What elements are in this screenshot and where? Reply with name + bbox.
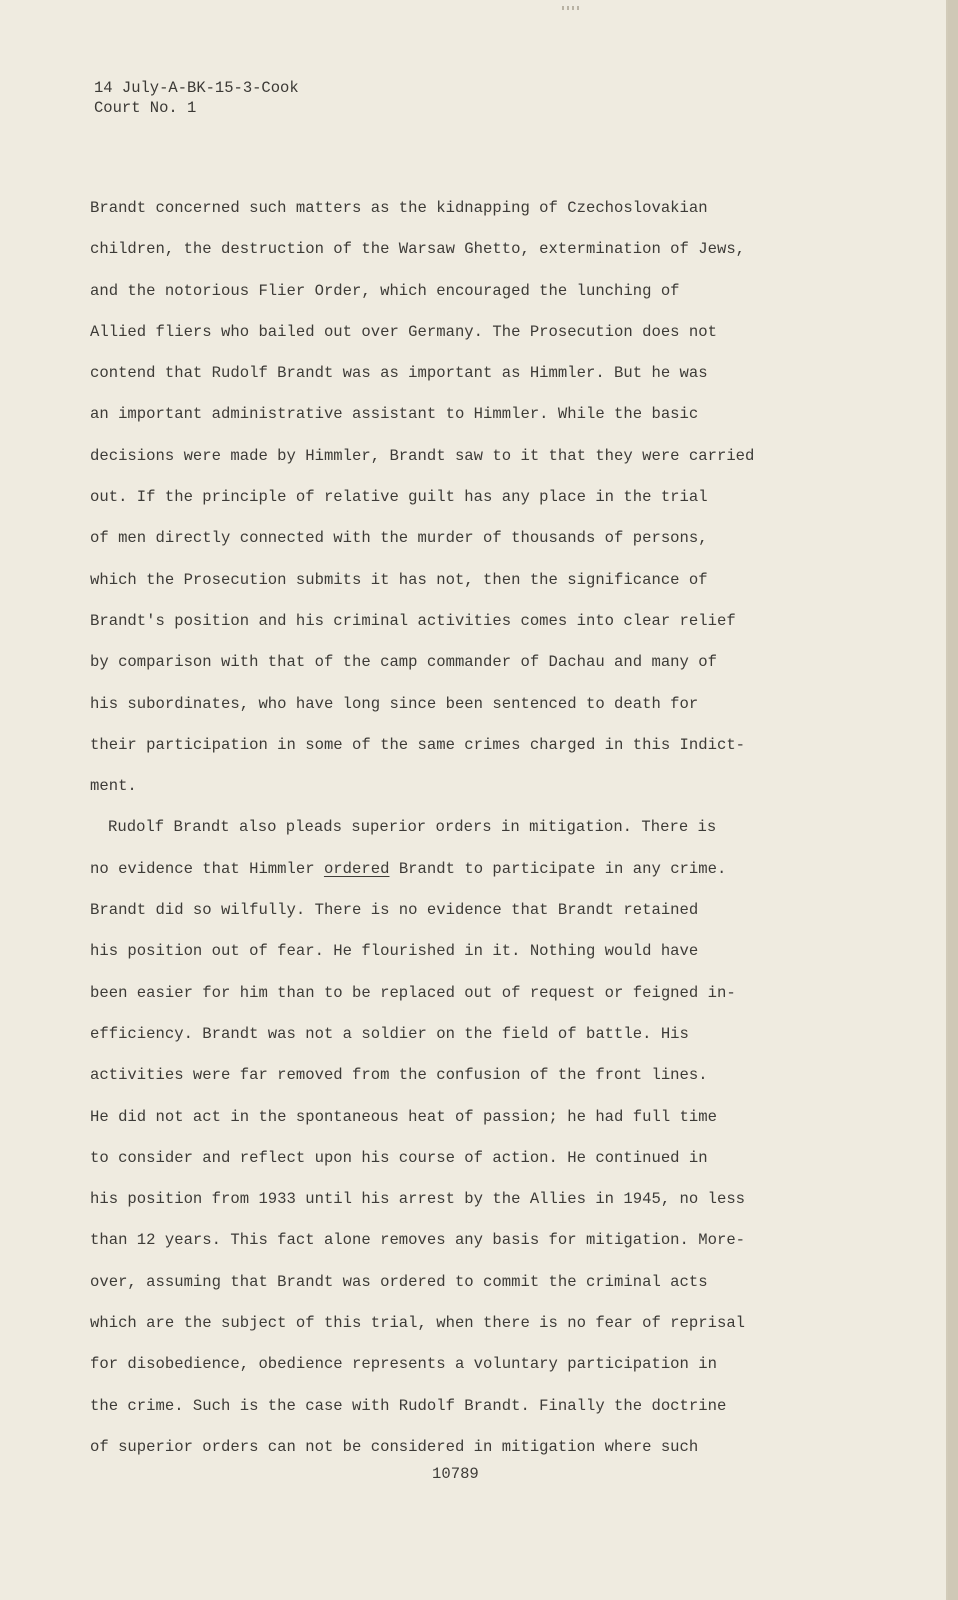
text-line: He did not act in the spontaneous heat of passion; he had full time: [90, 1107, 717, 1126]
text-line: activities were far removed from the confusion of the front lines.: [90, 1066, 708, 1085]
page-edge: [948, 0, 958, 1600]
document-header: [94, 78, 299, 118]
text-line: over, assuming that Brandt was ordered to commit the criminal acts: [90, 1272, 708, 1291]
text-line: than 12 years. This fact alone removes any basis for mitigation. More-: [90, 1231, 746, 1250]
text-line: Rudolf Brandt also pleads superior orders in mitigation. There is: [108, 818, 717, 837]
header-reference: 14 July-A-BK-15-3-Cook: [94, 79, 299, 97]
text-segment: no evidence that Himmler: [90, 859, 324, 878]
text-line: Allied fliers who bailed out over Germany. The Prosecution does not: [90, 322, 717, 341]
text-line: an important administrative assistant to Himmler. While the basic: [90, 405, 699, 424]
text-line: which the Prosecution submits it has not, then the significance of: [90, 570, 708, 589]
text-line: Brandt did so wilfully. There is no evidence that Brandt retained: [90, 901, 699, 920]
text-line: his position from 1933 until his arrest by the Allies in 1945, no less: [90, 1190, 746, 1209]
text-line: ment.: [90, 777, 137, 796]
text-line: of superior orders can not be considered in mitigation where such: [90, 1437, 699, 1456]
text-line: to consider and reflect upon his course of action. He continued in: [90, 1148, 708, 1167]
text-line: the crime. Such is the case with Rudolf Brandt. Finally the doctrine: [90, 1396, 727, 1415]
text-line: Brandt concerned such matters as the kidnapping of Czechoslovakian: [90, 199, 708, 217]
text-line: decisions were made by Himmler, Brandt saw to it that they were carried: [90, 446, 755, 465]
text-line: which are the subject of this trial, when there is no fear of reprisal: [90, 1314, 746, 1333]
text-line: his subordinates, who have long since been sentenced to death for: [90, 694, 699, 713]
text-line: contend that Rudolf Brandt was as important as Himmler. But he was: [90, 364, 708, 383]
paper-mark: [562, 6, 580, 10]
text-segment: Brandt to participate in any crime.: [389, 859, 727, 878]
page-number: 10789: [432, 1465, 479, 1483]
text-line: by comparison with that of the camp commander of Dachau and many of: [90, 653, 717, 672]
text-line: his position out of fear. He flourished in it. Nothing would have: [90, 942, 699, 961]
text-line: out. If the principle of relative guilt has any place in the trial: [90, 488, 708, 507]
text-line: been easier for him than to be replaced out of request or feigned in-: [90, 983, 736, 1002]
header-court: Court No. 1: [94, 99, 197, 117]
text-line: for disobedience, obedience represents a voluntary participation in: [90, 1355, 717, 1374]
text-line: children, the destruction of the Warsaw Ghetto, extermination of Jews,: [90, 240, 746, 259]
text-line: Brandt's position and his criminal activities comes into clear relief: [90, 611, 736, 630]
text-line: and the notorious Flier Order, which encouraged the lunching of: [90, 281, 680, 300]
underlined-word: ordered: [323, 859, 390, 878]
text-line: of men directly connected with the murder of thousands of persons,: [90, 529, 708, 548]
body-text: [90, 198, 830, 1478]
text-line-with-underline: [90, 859, 830, 900]
text-line: efficiency. Brandt was not a soldier on the field of battle. His: [90, 1024, 689, 1043]
text-line: their participation in some of the same crimes charged in this Indict-: [90, 735, 746, 754]
